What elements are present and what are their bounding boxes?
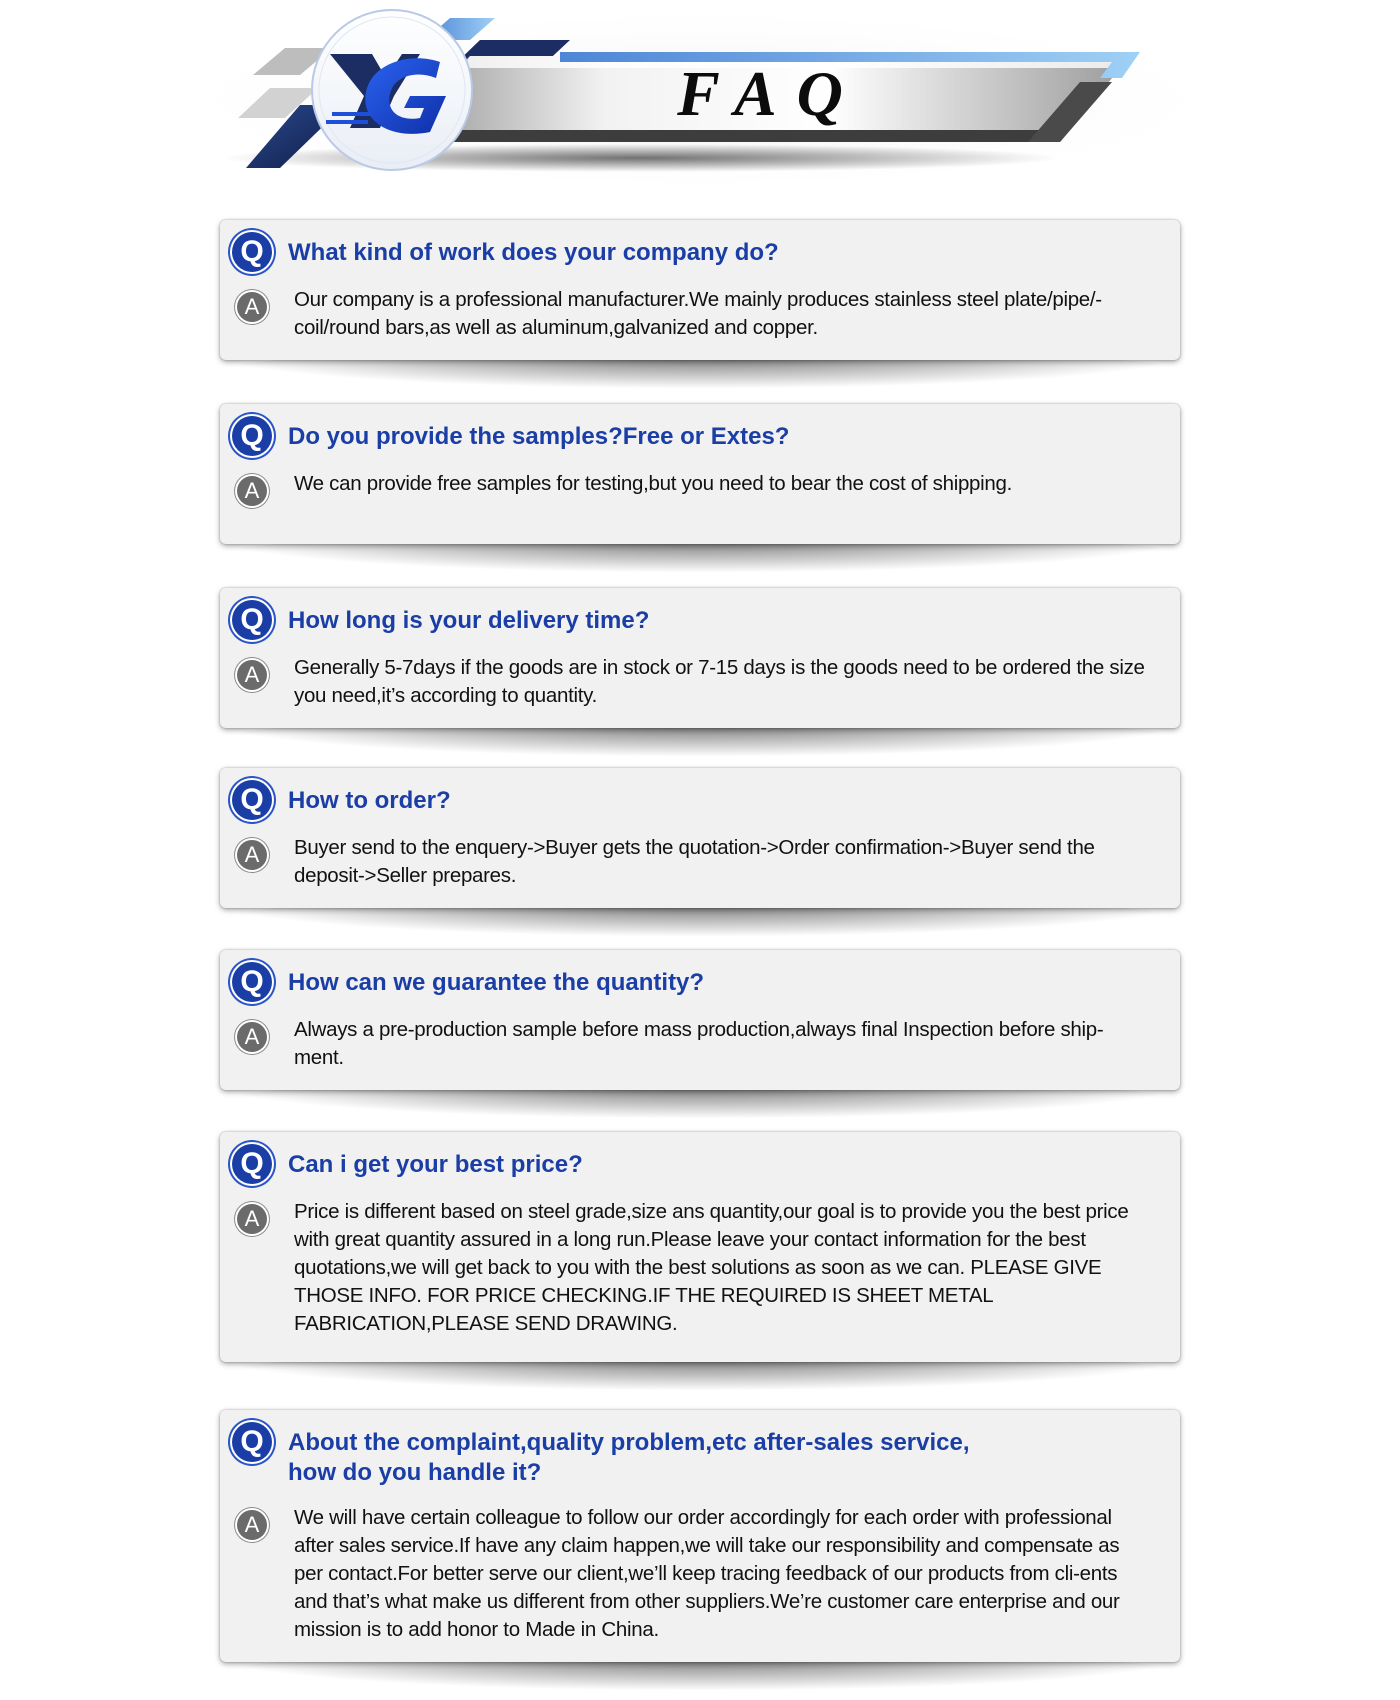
faq-question: How to order? xyxy=(288,787,451,814)
question-icon: Q xyxy=(232,780,272,820)
faq-question: Do you provide the samples?Free or Extes? xyxy=(288,423,790,450)
faq-card xyxy=(220,950,1180,1090)
faq-card xyxy=(220,1410,1180,1662)
faq-item xyxy=(220,768,1180,908)
question-icon: Q xyxy=(232,600,272,640)
question-icon: Q xyxy=(232,232,272,272)
faq-question: About the complaint,quality problem,etc after-sales service, how do you handle it? xyxy=(288,1429,970,1486)
question-icon: Q xyxy=(232,962,272,1002)
question-icon: Q xyxy=(232,1422,272,1462)
faq-answer: Always a pre-production sample before mass production,always final Inspection before ship-ment. xyxy=(294,1018,1104,1069)
faq-question: What kind of work does your company do? xyxy=(288,239,779,266)
page-title: FAQ xyxy=(677,58,863,129)
answer-icon: A xyxy=(237,660,267,690)
faq-question: How can we guarantee the quantity? xyxy=(288,969,705,996)
faq-card xyxy=(220,1132,1180,1362)
faq-item xyxy=(220,404,1180,544)
faq-answer: Generally 5-7days if the goods are in stock or 7-15 days is the goods need to be ordered the size you need,it’s according to quantity. xyxy=(294,656,1145,707)
faq-answer: Our company is a professional manufacturer.We mainly produces stainless steel plate/pipe/-coil/round bars,as well as aluminum,galvanized and copper. xyxy=(294,288,1102,339)
faq-question: How long is your delivery time? xyxy=(288,607,650,634)
answer-icon: A xyxy=(237,1204,267,1234)
faq-question: Can i get your best price? xyxy=(288,1151,583,1178)
faq-item xyxy=(220,950,1180,1090)
answer-icon: A xyxy=(237,476,267,506)
faq-card xyxy=(220,768,1180,908)
faq-answer: Buyer send to the enquery->Buyer gets the quotation->Order confirmation->Buyer send the deposit->Seller prepares. xyxy=(294,836,1095,887)
faq-item xyxy=(220,588,1180,728)
faq-item xyxy=(220,220,1180,360)
faq-card xyxy=(220,588,1180,728)
question-icon: Q xyxy=(232,1144,272,1184)
faq-answer: We can provide free samples for testing,but you need to bear the cost of shipping. xyxy=(294,472,1013,495)
faq-answer: Price is different based on steel grade,size ans quantity,our goal is to provide you the best price with great quantity assured in a long run.Please leave your contact information for the best quotations,we will get back to you with the best solutions as soon as we can. PLEASE GIVE THOSE INFO. FOR PRICE CHECKING.IF THE REQUIRED IS SHEET METAL FABRICATION,PLEASE SEND DRAWING. xyxy=(294,1200,1129,1335)
answer-icon: A xyxy=(237,840,267,870)
answer-icon: A xyxy=(237,1510,267,1540)
faq-card xyxy=(220,220,1180,360)
question-icon: Q xyxy=(232,416,272,456)
faq-item xyxy=(220,1132,1180,1362)
faq-card xyxy=(220,404,1180,544)
faq-answer: We will have certain colleague to follow our order accordingly for each order with professional after sales service.If have any claim happen,we will take our responsibility and compensate as per contact.For better serve our client,we’ll keep tracing feedback of our products from cli-ents and that’s what make us different from other suppliers.We’re customer care enterprise and our mission is to add honor to Made in China. xyxy=(294,1506,1120,1641)
faq-item xyxy=(220,1410,1180,1662)
answer-icon: A xyxy=(237,292,267,322)
answer-icon: A xyxy=(237,1022,267,1052)
